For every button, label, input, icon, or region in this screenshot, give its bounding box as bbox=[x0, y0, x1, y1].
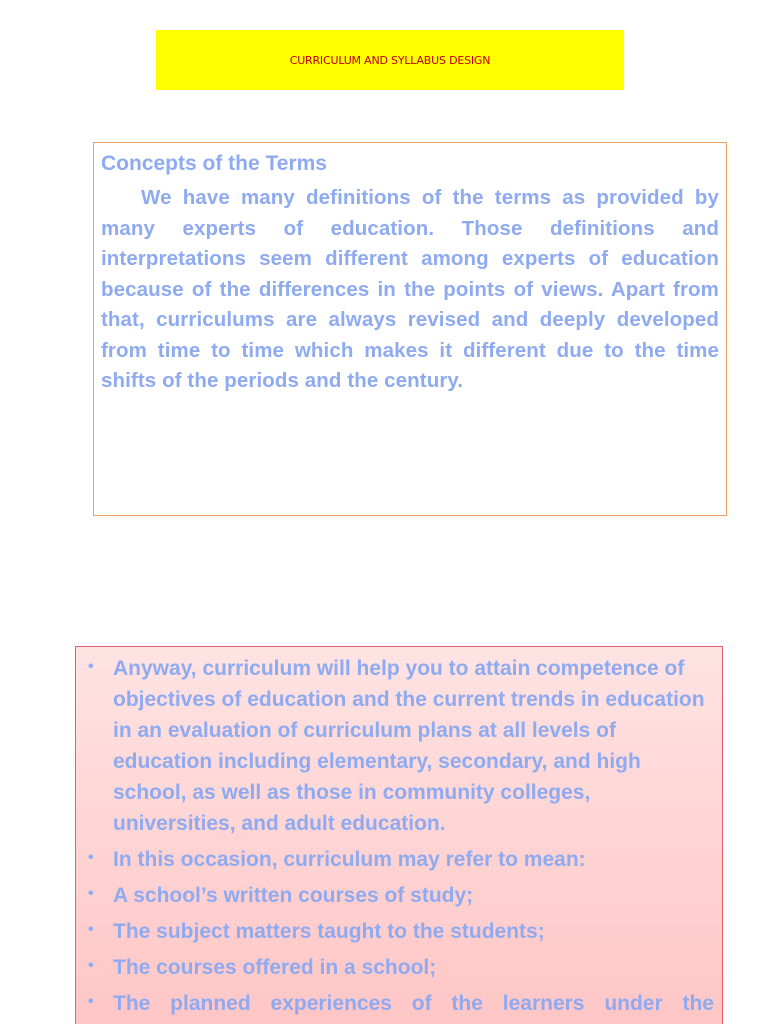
concepts-heading: Concepts of the Terms bbox=[101, 152, 327, 175]
bullet-item bbox=[82, 952, 714, 983]
concepts-paragraph: We have many definitions of the terms as provided by many experts of education. Those definitions and interpretations seem different among experts of education because of the differences in the points of views. Apart from that, curriculums are always revised and deeply developed from time to time which makes it different due to the time shifts of the periods and the century. bbox=[101, 186, 719, 392]
bullet-dot-icon: • bbox=[88, 849, 94, 866]
bullet-item bbox=[82, 880, 714, 911]
bullet-item-text: In this occasion, curriculum may refer to mean: bbox=[113, 848, 586, 871]
bullet-item-text: Anyway, curriculum will help you to attain competence of objectives of education and the current trends in education in an evaluation of curriculum plans at all levels of education including elementary, secondary, and high school, as well as those in community colleges, universities, and adult education. bbox=[113, 657, 705, 835]
bullet-item bbox=[82, 653, 714, 839]
bullet-item bbox=[82, 844, 714, 875]
document-title: CURRICULUM AND SYLLABUS DESIGN bbox=[289, 53, 491, 67]
bullet-item-text: The planned experiences of the learners under the bbox=[113, 992, 714, 1015]
bullet-item-text: The courses offered in a school; bbox=[113, 956, 437, 979]
bullet-item-text: A school’s written courses of study; bbox=[113, 884, 474, 907]
title-banner bbox=[156, 30, 624, 90]
curriculum-bullets-box bbox=[75, 646, 723, 1024]
bullet-dot-icon: • bbox=[88, 885, 94, 902]
bullet-list bbox=[82, 653, 714, 1019]
bullet-dot-icon: • bbox=[88, 658, 94, 675]
bullet-dot-icon: • bbox=[88, 957, 94, 974]
bullet-dot-icon: • bbox=[88, 921, 94, 938]
bullet-dot-icon: • bbox=[88, 993, 94, 1010]
bullet-item bbox=[82, 916, 714, 947]
concepts-text-box bbox=[93, 142, 727, 516]
bullet-item bbox=[82, 988, 714, 1019]
bullet-item-text: The subject matters taught to the students; bbox=[113, 920, 545, 943]
